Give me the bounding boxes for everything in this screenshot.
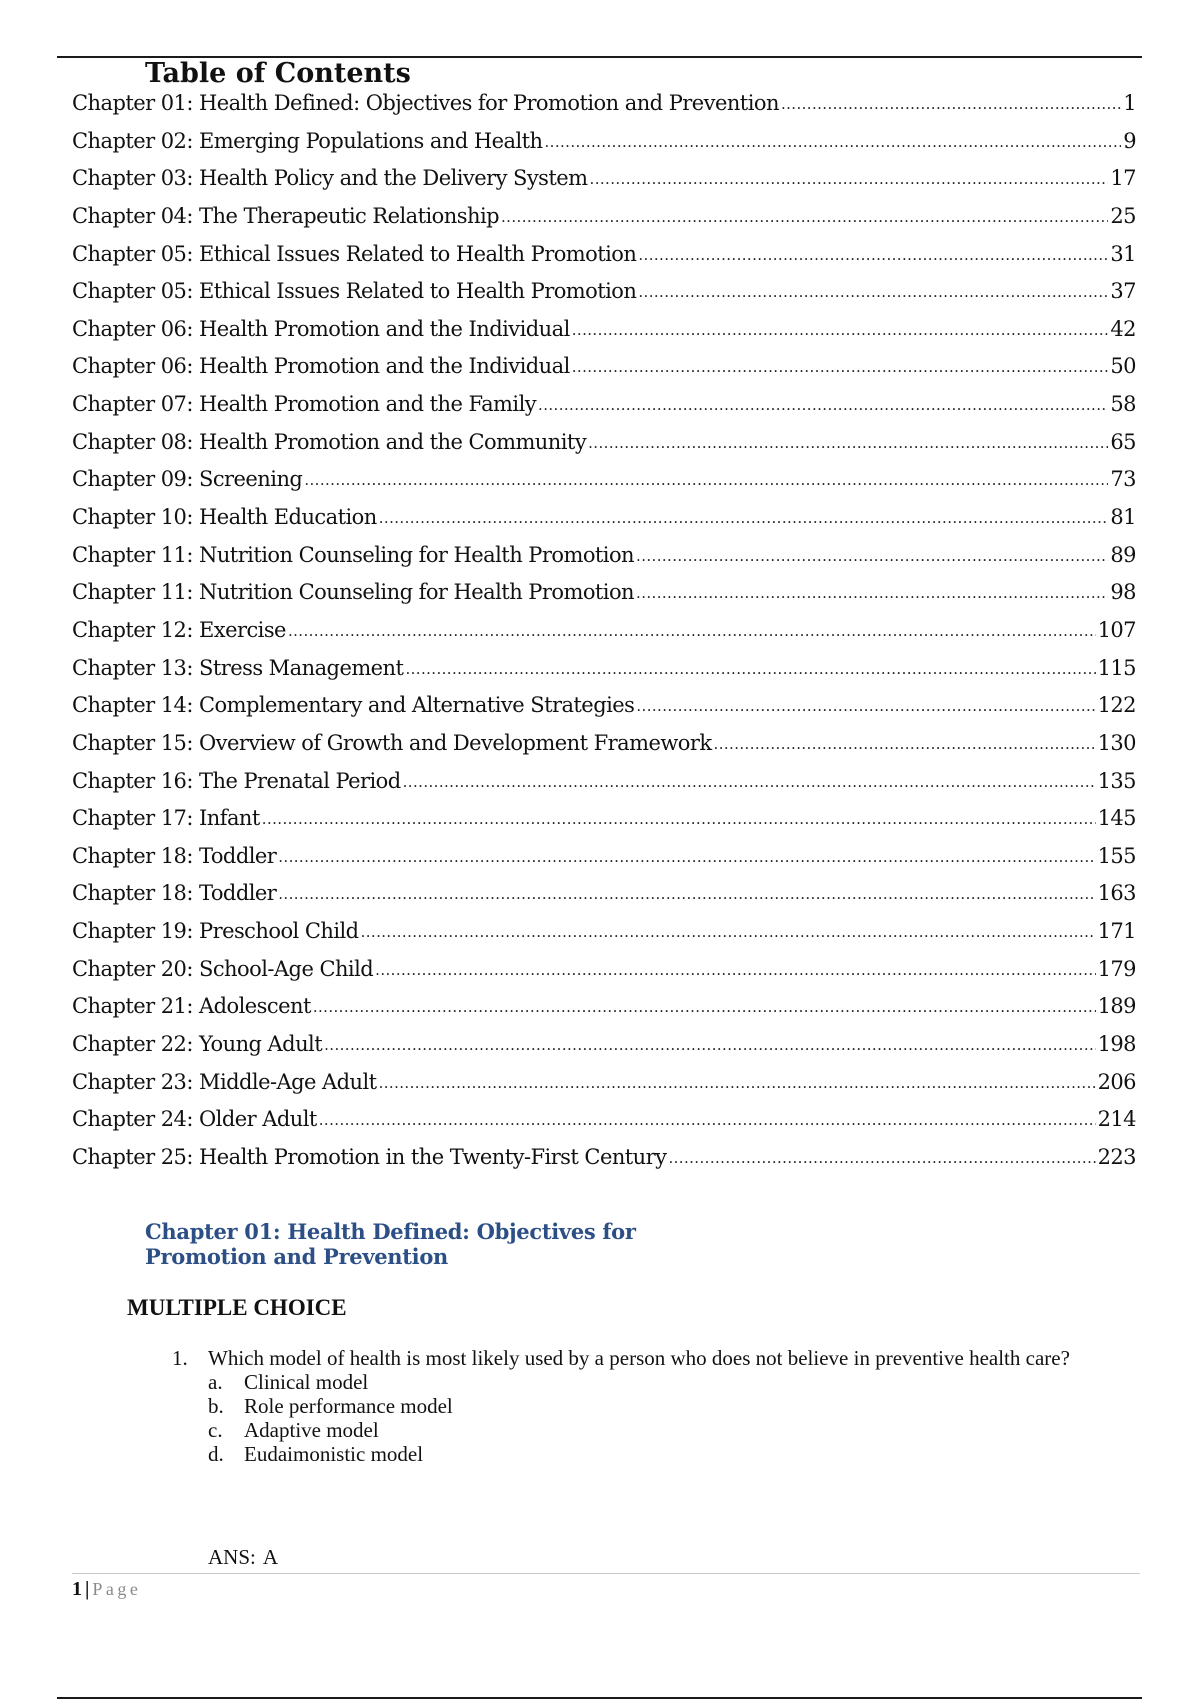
toc-entry-page: 135	[1097, 768, 1136, 793]
answer-option	[208, 1442, 1112, 1466]
toc-entry-page: 1	[1123, 91, 1136, 115]
toc-entry[interactable]	[72, 91, 1136, 129]
toc-entry[interactable]	[72, 317, 1136, 355]
toc-heading: Table of Contents	[145, 58, 411, 89]
toc-entry[interactable]	[72, 580, 1136, 618]
answer-option	[208, 1394, 1112, 1418]
answer-label: ANS:	[208, 1545, 256, 1569]
toc-entry[interactable]	[72, 392, 1136, 430]
toc-dot-leader	[572, 321, 1109, 339]
option-letter: c.	[208, 1418, 223, 1442]
toc-entry[interactable]	[72, 1107, 1136, 1145]
toc-dot-leader	[405, 660, 1095, 678]
toc-entry-page: 65	[1110, 429, 1136, 454]
option-text: Adaptive model	[244, 1418, 379, 1442]
toc-entry-page: 145	[1097, 806, 1136, 831]
toc-dot-leader	[544, 133, 1121, 151]
answer-options	[172, 1370, 1112, 1466]
toc-entry-page: 155	[1097, 843, 1136, 868]
toc-entry[interactable]	[72, 1070, 1136, 1108]
footer-separator: |	[85, 1578, 90, 1600]
toc-entry-title: Chapter 15: Overview of Growth and Development Framework	[72, 730, 712, 755]
toc-entry-page: 115	[1097, 655, 1136, 680]
toc-dot-leader	[781, 95, 1121, 113]
toc-dot-leader	[304, 471, 1108, 489]
toc-dot-leader	[588, 434, 1108, 452]
toc-dot-leader	[375, 961, 1095, 979]
toc-entry-title: Chapter 03: Health Policy and the Delivery System	[72, 166, 588, 191]
toc-entry[interactable]	[72, 1145, 1136, 1183]
option-text: Clinical model	[244, 1370, 369, 1394]
page-footer	[72, 1578, 141, 1601]
toc-entry[interactable]	[72, 430, 1136, 468]
toc-entry-title: Chapter 10: Health Education	[72, 505, 377, 530]
toc-dot-leader	[668, 1149, 1095, 1167]
toc-dot-leader	[638, 283, 1108, 301]
toc-entry-page: 37	[1110, 279, 1136, 304]
toc-dot-leader	[313, 998, 1096, 1016]
toc-entry[interactable]	[72, 618, 1136, 656]
toc-entry-page: 122	[1097, 693, 1136, 718]
toc-entry-page: 58	[1110, 392, 1136, 417]
toc-entry-title: Chapter 07: Health Promotion and the Family	[72, 392, 537, 417]
option-text: Eudaimonistic model	[244, 1442, 424, 1466]
toc-entry-title: Chapter 17: Infant	[72, 806, 260, 831]
toc-entry-page: 31	[1110, 241, 1136, 266]
toc-entry-page: 189	[1097, 994, 1136, 1019]
answer-option	[208, 1370, 1112, 1394]
option-letter: b.	[208, 1394, 224, 1418]
chapter-heading: Chapter 01: Health Defined: Objectives for Promotion and Prevention	[145, 1219, 636, 1269]
answer-key	[208, 1545, 278, 1570]
toc-entry-page: 206	[1097, 1069, 1136, 1094]
answer-option	[208, 1418, 1112, 1442]
toc-entry-page: 198	[1097, 1032, 1136, 1057]
toc-entry-page: 163	[1097, 881, 1136, 906]
toc-entry-title: Chapter 06: Health Promotion and the Individual	[72, 354, 570, 379]
toc-entry-page: 42	[1110, 316, 1136, 341]
toc-entry-page: 17	[1110, 166, 1136, 191]
toc-entry-title: Chapter 05: Ethical Issues Related to Health Promotion	[72, 241, 637, 266]
toc-entry-title: Chapter 04: The Therapeutic Relationship	[72, 203, 500, 228]
toc-dot-leader	[403, 773, 1096, 791]
toc-entry-page: 50	[1110, 354, 1136, 379]
toc-entry[interactable]	[72, 844, 1136, 882]
toc-dot-leader	[361, 923, 1096, 941]
toc-entry-title: Chapter 02: Emerging Populations and Health	[72, 128, 543, 153]
toc-dot-leader	[572, 358, 1109, 376]
toc-entry-page: 25	[1110, 203, 1136, 228]
toc-entry[interactable]	[72, 881, 1136, 919]
section-heading: MULTIPLE CHOICE	[127, 1295, 347, 1320]
answer-value: A	[262, 1545, 279, 1569]
toc-entry-title: Chapter 20: School-Age Child	[72, 956, 374, 981]
toc-entry-title: Chapter 14: Complementary and Alternative Strategies	[72, 693, 635, 718]
toc-entry-title: Chapter 12: Exercise	[72, 617, 286, 642]
toc-entry-page: 214	[1097, 1107, 1136, 1132]
toc-entry[interactable]	[72, 354, 1136, 392]
toc-entry-page: 9	[1123, 128, 1136, 153]
toc-entry-page: 171	[1097, 919, 1136, 944]
toc-entry-title: Chapter 18: Toddler	[72, 881, 277, 906]
bottom-rule	[57, 1697, 1142, 1699]
question-number: 1.	[172, 1346, 188, 1370]
toc-entry[interactable]	[72, 505, 1136, 543]
toc-entry-page: 81	[1110, 505, 1136, 530]
toc-entry[interactable]	[72, 242, 1136, 280]
question-stem: Which model of health is most likely used by a person who does not believe in preventive health care?	[208, 1346, 1070, 1370]
toc-dot-leader	[262, 810, 1096, 828]
footer-page-word: Page	[92, 1579, 142, 1599]
toc-dot-leader	[636, 584, 1108, 602]
toc-entry-title: Chapter 05: Ethical Issues Related to Health Promotion	[72, 279, 637, 304]
toc-entry[interactable]	[72, 543, 1136, 581]
toc-entry-title: Chapter 22: Young Adult	[72, 1032, 323, 1057]
toc-entry-page: 223	[1097, 1144, 1136, 1169]
toc-dot-leader	[636, 547, 1108, 565]
toc-entry-page: 107	[1097, 617, 1136, 642]
toc-entry[interactable]	[72, 957, 1136, 995]
toc-dot-leader	[319, 1111, 1096, 1129]
toc-dot-leader	[538, 396, 1108, 414]
question-1	[172, 1346, 1112, 1466]
toc-entry[interactable]	[72, 656, 1136, 694]
toc-dot-leader	[278, 848, 1095, 866]
toc-entry-title: Chapter 16: The Prenatal Period	[72, 768, 401, 793]
toc-entry[interactable]	[72, 1032, 1136, 1070]
toc-entry-page: 89	[1110, 542, 1136, 567]
toc-entry[interactable]	[72, 731, 1136, 769]
toc-entry[interactable]	[72, 279, 1136, 317]
toc-entry-page: 179	[1097, 956, 1136, 981]
toc-dot-leader	[278, 885, 1095, 903]
toc-entry-page: 73	[1110, 467, 1136, 492]
option-letter: a.	[208, 1370, 223, 1394]
toc-entry[interactable]	[72, 919, 1136, 957]
toc-dot-leader	[714, 735, 1096, 753]
toc-entry[interactable]	[72, 769, 1136, 807]
toc-entry-title: Chapter 01: Health Defined: Objectives for Promotion and Prevention	[72, 91, 779, 115]
toc-dot-leader	[324, 1036, 1095, 1054]
toc-entry-title: Chapter 11: Nutrition Counseling for Health Promotion	[72, 542, 635, 567]
toc-entry-title: Chapter 21: Adolescent	[72, 994, 311, 1019]
toc-entry-title: Chapter 13: Stress Management	[72, 655, 404, 680]
option-letter: d.	[208, 1442, 224, 1466]
toc-entry-title: Chapter 19: Preschool Child	[72, 919, 359, 944]
toc-entry-page: 98	[1110, 580, 1136, 605]
toc-entry[interactable]	[72, 166, 1136, 204]
toc-entry[interactable]	[72, 806, 1136, 844]
toc-entry-title: Chapter 25: Health Promotion in the Twenty-First Century	[72, 1144, 667, 1169]
toc-entry[interactable]	[72, 129, 1136, 167]
toc-entry-title: Chapter 08: Health Promotion and the Community	[72, 429, 587, 454]
footer-rule	[72, 1573, 1140, 1574]
toc-dot-leader	[379, 509, 1109, 527]
toc-entry-title: Chapter 06: Health Promotion and the Individual	[72, 316, 570, 341]
toc-entry[interactable]	[72, 204, 1136, 242]
toc-dot-leader	[501, 208, 1108, 226]
option-text: Role performance model	[244, 1394, 453, 1418]
toc-entry-title: Chapter 11: Nutrition Counseling for Health Promotion	[72, 580, 635, 605]
toc-dot-leader	[636, 697, 1095, 715]
toc-list	[72, 91, 1136, 1183]
toc-dot-leader	[590, 170, 1109, 188]
toc-dot-leader	[638, 246, 1108, 264]
toc-dot-leader	[379, 1074, 1096, 1092]
toc-entry[interactable]	[72, 994, 1136, 1032]
toc-entry[interactable]	[72, 467, 1136, 505]
toc-entry-title: Chapter 23: Middle-Age Adult	[72, 1069, 377, 1094]
toc-entry-title: Chapter 09: Screening	[72, 467, 303, 492]
footer-page-number: 1	[72, 1578, 82, 1600]
toc-entry-title: Chapter 24: Older Adult	[72, 1107, 317, 1132]
toc-entry[interactable]	[72, 693, 1136, 731]
toc-entry-title: Chapter 18: Toddler	[72, 843, 277, 868]
toc-entry-page: 130	[1097, 730, 1136, 755]
toc-dot-leader	[288, 622, 1096, 640]
